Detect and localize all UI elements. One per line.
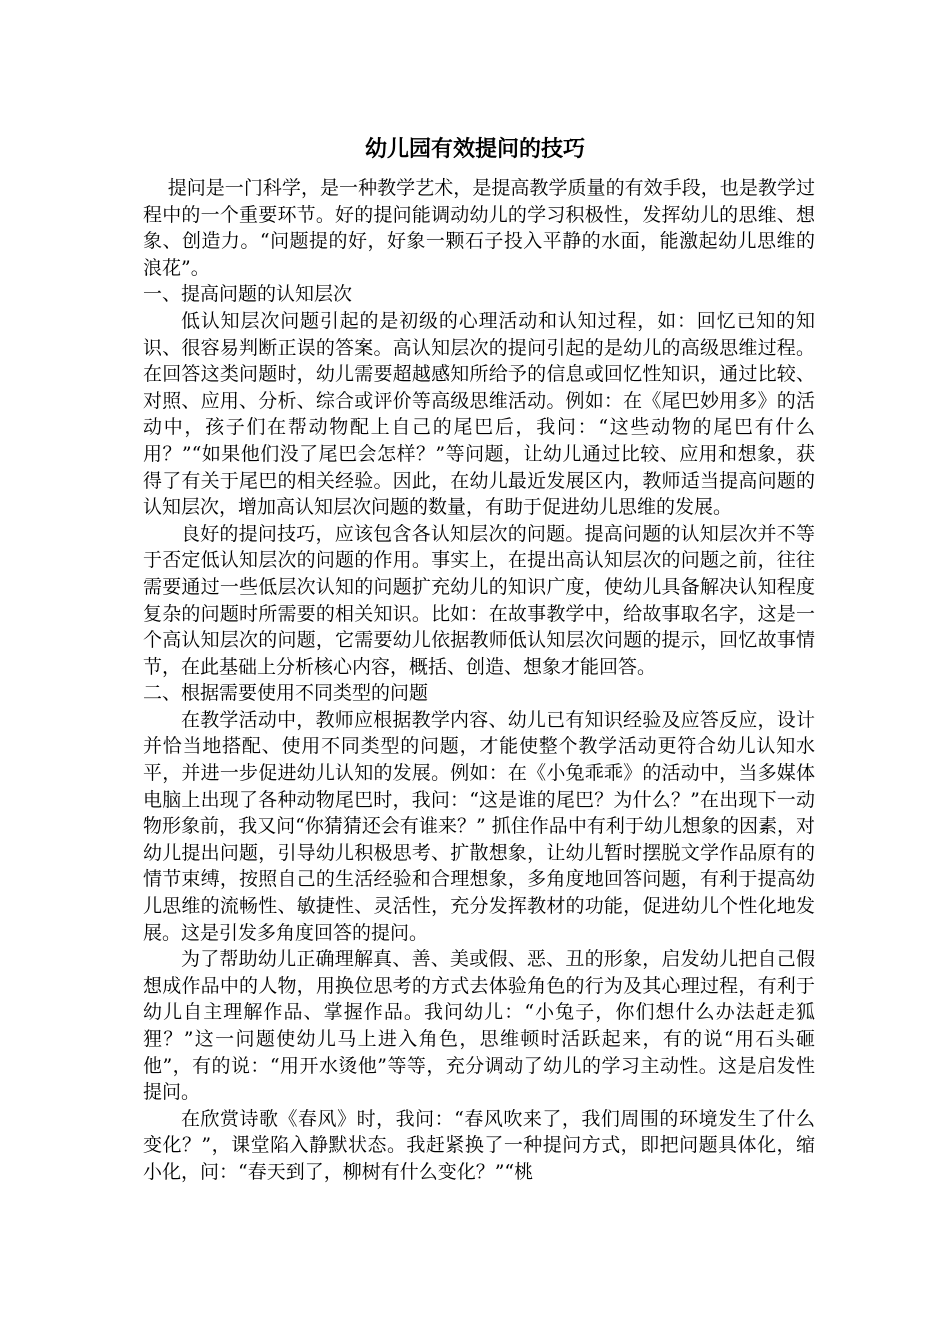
section-1-paragraph-1: 低认知层次问题引起的是初级的心理活动和认知过程，如：回忆已知的知识、很容易判断正误的答案。高认知层次的提问引起的是幼儿的高级思维过程。在回答这类问题时，幼儿需要超越感知所给予的信息或回忆性知识，通过比较、对照、应用、分析、综合或评价等高级思维活动。例如：在《尾巴妙用多》的活动中，孩子们在帮动物配上自己的尾巴后，我问：“这些动物的尾巴有什么用？”“如果他们没了尾巴会怎样？”等问题，让幼儿通过比较、应用和想象，获得了有关于尾巴的相关经验。因此，在幼儿最近发展区内，教师适当提高问题的认知层次，增加高认知层次问题的数量，有助于促进幼儿思维的发展。 [143, 309, 815, 519]
document-title: 幼儿园有效提问的技巧 [364, 136, 585, 162]
section-2-heading: 二、根据需要使用不同类型的问题 [143, 682, 429, 705]
section-2-paragraph-2: 为了帮助幼儿正确理解真、善、美或假、恶、丑的形象，启发幼儿把自己假想成作品中的人物，用换位思考的方式去体验角色的行为及其心理过程，有利于幼儿自主理解作品、掌握作品。我问幼儿：“小兔子，你们想什么办法赶走狐狸？”这一问题使幼儿马上进入角色，思维顿时活跃起来，有的说“用石头砸他”，有的说：“用开水烫他”等等，充分调动了幼儿的学习主动性。这是启发性提问。 [143, 948, 815, 1104]
section-1-heading: 一、提高问题的认知层次 [143, 283, 353, 306]
section-2-paragraph-1: 在教学活动中，教师应根据教学内容、幼儿已有知识经验及应答反应，设计并恰当地搭配、使用不同类型的问题，才能使整个教学活动更符合幼儿认知水平，并进一步促进幼儿认知的发展。例如：在《小兔乖乖》的活动中，当多媒体电脑上出现了各种动物尾巴时，我问：“这是谁的尾巴？为什么？”在出现下一动物形象前，我又问“你猜猜还会有谁来？” 抓住作品中有利于幼儿想象的因素，对幼儿提出问题，引导幼儿积极思考、扩散想象，让幼儿暂时摆脱文学作品原有的情节束缚，按照自己的生活经验和合理想象，多角度地回答问题，有利于提高幼儿思维的流畅性、敏捷性、灵活性，充分发挥教材的功能，促进幼儿个性化地发展。这是引发多角度回答的提问。 [143, 708, 815, 944]
section-2-paragraph-3: 在欣赏诗歌《春风》时，我问：“春风吹来了，我们周围的环境发生了什么变化？”，课堂陷入静默状态。我赶紧换了一种提问方式，即把问题具体化，缩小化，问：“春天到了，柳树有什么变化？”“桃 [143, 1107, 815, 1183]
intro-paragraph: 提问是一门科学，是一种教学艺术，是提高教学质量的有效手段，也是教学过程中的一个重要环节。好的提问能调动幼儿的学习积极性，发挥幼儿的思维、想象、创造力。“问题提的好，好象一颗石子投入平静的水面，能激起幼儿思维的浪花”。 [143, 177, 815, 279]
document-body [143, 175, 815, 1186]
section-1-paragraph-2: 良好的提问技巧，应该包含各认知层次的问题。提高问题的认知层次并不等于否定低认知层次的问题的作用。事实上，在提出高认知层次的问题之前，往往需要通过一些低层次认知的问题扩充幼儿的知识广度，使幼儿具备解决认知程度复杂的问题时所需要的相关知识。比如：在故事教学中，给故事取名字，这是一个高认知层次的问题，它需要幼儿依据教师低认知层次问题的提示，回忆故事情节，在此基础上分析核心内容，概括、创造、想象才能回答。 [143, 522, 815, 678]
